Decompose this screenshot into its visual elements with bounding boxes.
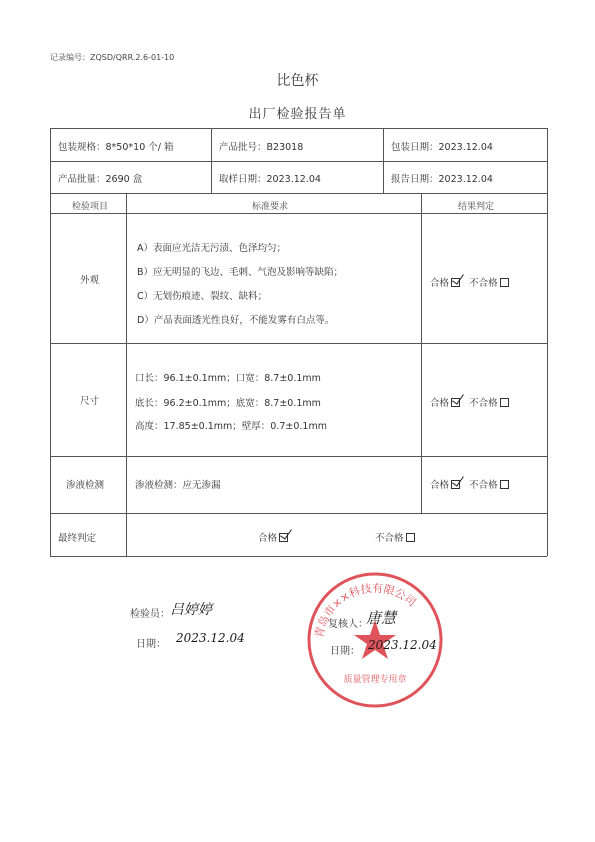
appearance-req-b: B）应无明显的飞边、毛刺、气泡及影响等缺陷； (137, 267, 344, 278)
info-top-border (50, 128, 547, 129)
row-appearance-bottom (50, 343, 547, 344)
batch-value: B23018 (266, 142, 304, 153)
product-quantity (58, 171, 142, 185)
info-divider-1 (211, 128, 212, 193)
header-bottom-border (50, 213, 547, 214)
leak-req: 渗液检测：应无渗漏 (135, 480, 221, 491)
pack-date-value: 2023.12.04 (438, 142, 493, 153)
size-req-bottom: 底长：96.2±0.1mm；底宽：8.7±0.1mm (135, 398, 321, 409)
leak-pass-checkbox[interactable] (451, 480, 460, 489)
size-fail-checkbox[interactable] (500, 398, 509, 407)
record-number: 记录编号：ZQSD/QRR.2.6-01-10 (50, 53, 175, 62)
inspector-label: 检验员： (130, 609, 170, 620)
inspector-signature: 吕婷婷 (170, 602, 212, 618)
col-item-header: 检验项目 (72, 202, 109, 212)
reviewer-signature: 唐慧 (366, 609, 397, 627)
appearance-result (430, 275, 509, 289)
seal-sub-text: 质量管理专用章 (343, 675, 407, 685)
sample-date-value: 2023.12.04 (266, 174, 321, 185)
sample-date (219, 171, 321, 185)
svg-text:青岛市××科技有限公司 (311, 581, 418, 639)
item-appearance: 外观 (80, 275, 100, 286)
reviewer-label: 复核人： (328, 619, 368, 630)
info-middle-border (50, 161, 547, 162)
reviewer-date-label: 日期： (330, 646, 360, 657)
table-right-border (547, 193, 548, 556)
report-title: 出厂检验报告单 (248, 107, 347, 122)
table-top-border (50, 193, 547, 194)
final-pass-checkbox[interactable] (279, 533, 288, 542)
leak-result (430, 477, 509, 491)
product-name: 比色杯 (276, 73, 319, 89)
size-pass-label: 合格 (430, 398, 450, 409)
appearance-req-d: D）产品表面透光性良好，不能发雾有白点等。 (137, 315, 335, 326)
final-row-bottom (50, 556, 547, 557)
info-left-border (50, 128, 51, 193)
size-req-height: 高度：17.85±0.1mm；壁厚：0.7±0.1mm (135, 421, 327, 432)
pack-date-label: 包装日期： (391, 142, 439, 153)
leak-fail-label: 不合格 (469, 480, 498, 491)
appearance-fail-label: 不合格 (469, 278, 498, 289)
size-result (430, 395, 509, 409)
final-fail-label: 不合格 (375, 533, 404, 544)
inspector-date: 2023.12.04 (176, 631, 245, 645)
final-judgement-label: 最终判定 (58, 533, 97, 544)
col-result-header: 结果判定 (458, 202, 495, 212)
size-pass-checkbox[interactable] (451, 398, 460, 407)
report-date-value: 2023.12.04 (438, 174, 493, 185)
pack-date (391, 139, 493, 153)
appearance-fail-checkbox[interactable] (500, 278, 509, 287)
packing-label: 包装规格： (58, 142, 106, 153)
table-left-border (50, 193, 51, 556)
quantity-value: 2690 盒 (105, 174, 143, 185)
final-fail (375, 530, 415, 544)
sample-date-label: 取样日期： (219, 174, 267, 185)
size-fail-label: 不合格 (469, 398, 498, 409)
final-pass-label: 合格 (258, 533, 278, 544)
reviewer-date: 2023.12.04 (368, 638, 437, 652)
report-date (391, 171, 493, 185)
item-leak-test: 渗液检测 (66, 480, 105, 491)
appearance-pass-label: 合格 (430, 278, 450, 289)
row-leak-bottom (50, 513, 547, 514)
packing-value: 8*50*10 个/ 箱 (105, 142, 174, 153)
appearance-req-c: C）无划伤痕迹、裂纹、缺料； (137, 291, 268, 302)
leak-fail-checkbox[interactable] (500, 480, 509, 489)
table-result-divider (421, 193, 422, 513)
col-standard-header: 标准要求 (252, 202, 289, 212)
row-size-bottom (50, 456, 547, 457)
table-item-divider (126, 193, 127, 556)
report-date-label: 报告日期： (391, 174, 439, 185)
batch-label: 产品批号： (219, 142, 267, 153)
final-fail-checkbox[interactable] (406, 533, 415, 542)
appearance-req-a: A）表面应光洁无污渍、色泽均匀； (137, 243, 286, 254)
batch-number (219, 139, 303, 153)
seal-text: 青岛市××科技有限公司 (312, 581, 419, 640)
leak-pass-label: 合格 (430, 480, 450, 491)
appearance-pass-checkbox[interactable] (451, 278, 460, 287)
packing-spec (58, 139, 173, 153)
inspector-date-label: 日期： (136, 639, 166, 650)
info-divider-2 (383, 128, 384, 193)
quantity-label: 产品批量： (58, 174, 106, 185)
size-req-top: 口长：96.1±0.1mm；口宽：8.7±0.1mm (135, 373, 321, 384)
info-right-border (547, 128, 548, 193)
final-result (258, 530, 288, 544)
item-size: 尺寸 (80, 396, 100, 407)
